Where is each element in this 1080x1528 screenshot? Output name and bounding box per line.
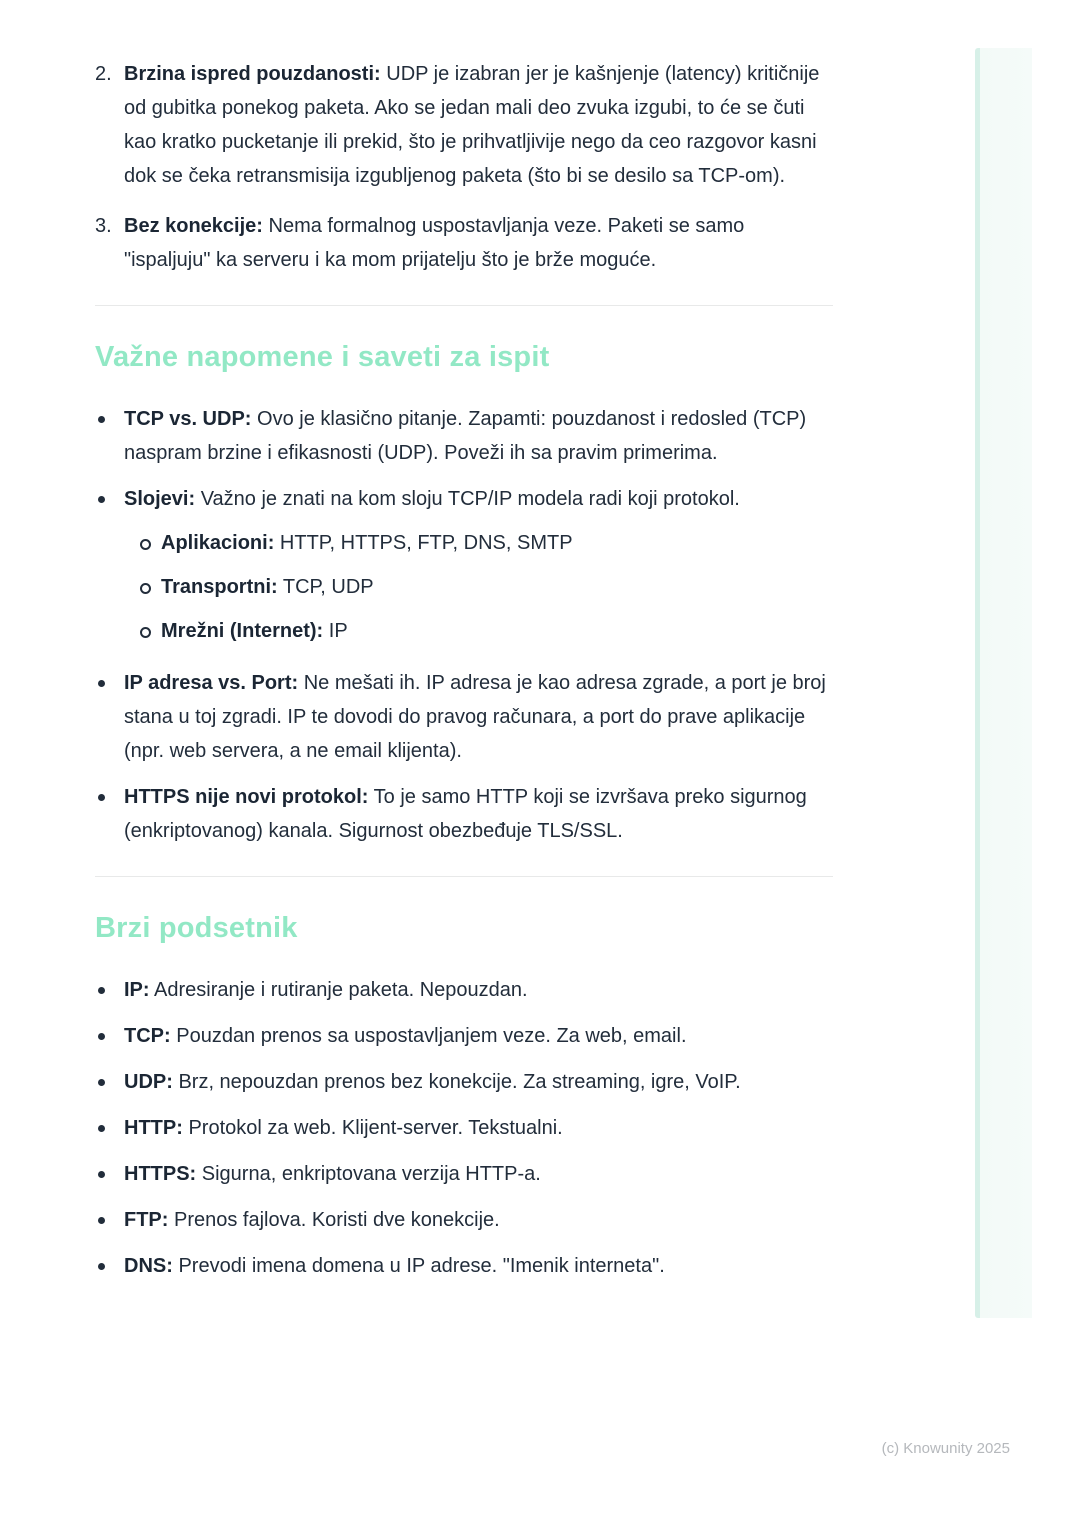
list-item-text: IP adresa vs. Port: Ne mešati ih. IP adresa je kao adresa zgrade, a port je broj stana u toj zgradi. IP te dovodi do pravog računara, a port do prave aplikacije (npr. web servera, a ne email klijenta).	[124, 672, 826, 762]
term-label: HTTPS nije novi protokol:	[124, 786, 369, 808]
term-label: TCP:	[124, 1025, 171, 1047]
list-item-text: TCP: Pouzdan prenos sa uspostavljanjem veze. Za web, email.	[124, 1025, 687, 1047]
circle-bullet-icon	[124, 570, 161, 604]
term-label: IP adresa vs. Port:	[124, 672, 299, 694]
dot-glyph	[98, 680, 105, 687]
dot-glyph	[98, 496, 105, 503]
bullet-item-content	[124, 1111, 835, 1145]
list-item-text: HTTPS nije novi protokol: To je samo HTTP koji se izvršava preko sigurnog (enkriptovanog) kanala. Sigurnost obezbeđuje TLS/SSL.	[124, 786, 807, 842]
term-label: Slojevi:	[124, 488, 196, 510]
item-number: 3.	[95, 215, 112, 237]
dot-glyph	[98, 1125, 105, 1132]
sub-bullet-item	[124, 614, 835, 648]
bullet-list-napomene	[95, 402, 835, 848]
numbered-item	[95, 57, 835, 193]
bullet-item	[95, 1111, 835, 1145]
bullet-item-content	[124, 780, 835, 848]
bullet-dot-icon	[95, 1065, 124, 1099]
term-label: Aplikacioni:	[161, 532, 275, 554]
numbered-item	[95, 209, 835, 277]
item-number: 2.	[95, 63, 112, 85]
content-column	[95, 0, 835, 1283]
term-label: IP:	[124, 979, 150, 1001]
term-label: Transportni:	[161, 576, 278, 598]
section-divider	[95, 876, 833, 877]
bullet-item	[95, 1065, 835, 1099]
bullet-item-content	[124, 1203, 835, 1237]
bullet-dot-icon	[95, 666, 124, 768]
dot-glyph	[98, 794, 105, 801]
bullet-item-content	[124, 1065, 835, 1099]
circle-glyph	[140, 583, 151, 594]
bullet-item	[95, 1019, 835, 1053]
dot-glyph	[98, 1033, 105, 1040]
list-item-text: Slojevi: Važno je znati na kom sloju TCP/IP modela radi koji protokol.	[124, 488, 740, 510]
term-label: DNS:	[124, 1255, 173, 1277]
dot-glyph	[98, 416, 105, 423]
bullet-item-content	[124, 402, 835, 470]
circle-glyph	[140, 627, 151, 638]
bullet-list-podsetnik	[95, 973, 835, 1283]
list-item-text: Mrežni (Internet): IP	[161, 620, 348, 642]
term-label: Brzina ispred pouzdanosti:	[124, 63, 381, 85]
list-item-text: Transportni: TCP, UDP	[161, 576, 374, 598]
bullet-item-content	[124, 666, 835, 768]
list-item-text: HTTP: Protokol za web. Klijent-server. Tekstualni.	[124, 1117, 563, 1139]
bullet-dot-icon	[95, 780, 124, 848]
list-item-text: DNS: Prevodi imena domena u IP adrese. "Imenik interneta".	[124, 1255, 665, 1277]
sub-bullet-item	[124, 570, 835, 604]
list-item-text: HTTPS: Sigurna, enkriptovana verzija HTTP-a.	[124, 1163, 541, 1185]
bullet-item	[95, 780, 835, 848]
list-item-text: Aplikacioni: HTTP, HTTPS, FTP, DNS, SMTP	[161, 532, 573, 554]
list-item-text: TCP vs. UDP: Ovo je klasično pitanje. Zapamti: pouzdanost i redosled (TCP) naspram brzine i efikasnosti (UDP). Poveži ih sa pravim primerima.	[124, 408, 807, 464]
section-title-napomene: Važne napomene i saveti za ispit	[95, 341, 550, 373]
circle-bullet-icon	[124, 526, 161, 560]
term-label: Bez konekcije:	[124, 215, 263, 237]
dot-glyph	[98, 1217, 105, 1224]
bullet-dot-icon	[95, 1019, 124, 1053]
bullet-item	[95, 1249, 835, 1283]
bullet-item	[95, 482, 835, 654]
section-title-podsetnik: Brzi podsetnik	[95, 912, 298, 944]
term-label: HTTP:	[124, 1117, 183, 1139]
list-item-text: Bez konekcije: Nema formalnog uspostavljanja veze. Paketi se samo "ispaljuju" ka serveru i ka mom prijatelju što je brže moguće.	[124, 215, 745, 271]
sub-bullet-item	[124, 526, 835, 560]
list-item-text: IP: Adresiranje i rutiranje paketa. Nepouzdan.	[124, 979, 528, 1001]
bullet-item-content	[124, 482, 835, 654]
sub-bullet-list	[124, 526, 835, 648]
bullet-dot-icon	[95, 973, 124, 1007]
list-item-text: Brzina ispred pouzdanosti: UDP je izabran jer je kašnjenje (latency) kritičnije od gubitka ponekog paketa. Ako se jedan mali deo zvuka izgubi, to će se čuti kao kratko pucketanje ili prekid, što je prihvatljivije nego da ceo razgovor kasni dok se čeka retransmisija izgubljenog paketa (što bi se desilo sa TCP-om).	[124, 63, 820, 187]
bullet-dot-icon	[95, 482, 124, 654]
bullet-item	[95, 402, 835, 470]
term-label: FTP:	[124, 1209, 169, 1231]
page-edge-accent-strip	[975, 48, 1032, 1318]
term-label: UDP:	[124, 1071, 173, 1093]
dot-glyph	[98, 1079, 105, 1086]
bullet-item-content	[124, 1249, 835, 1283]
bullet-item	[95, 1157, 835, 1191]
bullet-item-content	[124, 1019, 835, 1053]
bullet-dot-icon	[95, 402, 124, 470]
term-label: HTTPS:	[124, 1163, 197, 1185]
bullet-item	[95, 666, 835, 768]
list-item-text: FTP: Prenos fajlova. Koristi dve konekcije.	[124, 1209, 500, 1231]
numbered-list	[95, 57, 835, 277]
section-divider	[95, 305, 833, 306]
term-label: TCP vs. UDP:	[124, 408, 252, 430]
dot-glyph	[98, 1171, 105, 1178]
bullet-item	[95, 973, 835, 1007]
bullet-dot-icon	[95, 1157, 124, 1191]
bullet-item	[95, 1203, 835, 1237]
bullet-dot-icon	[95, 1203, 124, 1237]
list-item-text: UDP: Brz, nepouzdan prenos bez konekcije. Za streaming, igre, VoIP.	[124, 1071, 741, 1093]
dot-glyph	[98, 1263, 105, 1270]
bullet-item-content	[124, 1157, 835, 1191]
term-label: Mrežni (Internet):	[161, 620, 324, 642]
bullet-item-content	[124, 973, 835, 1007]
bullet-dot-icon	[95, 1249, 124, 1283]
circle-glyph	[140, 539, 151, 550]
copyright-footer: (c) Knowunity 2025	[881, 1440, 1010, 1457]
dot-glyph	[98, 987, 105, 994]
bullet-dot-icon	[95, 1111, 124, 1145]
circle-bullet-icon	[124, 614, 161, 648]
